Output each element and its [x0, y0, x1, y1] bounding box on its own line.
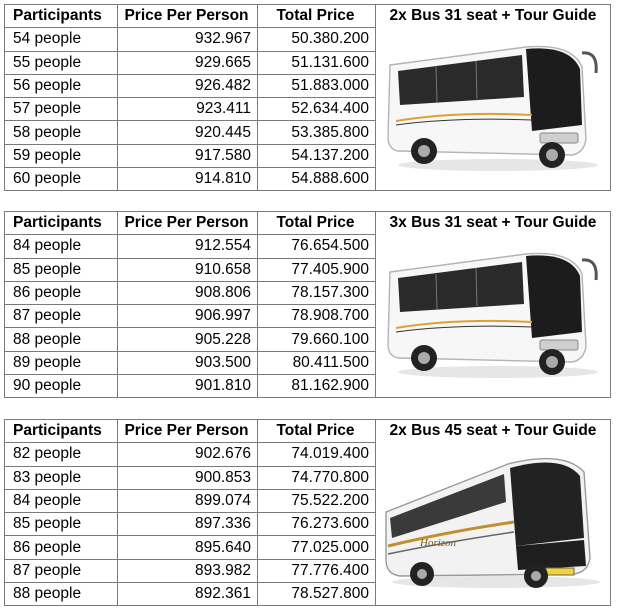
price-per-person-cell: 900.853	[118, 466, 258, 489]
participants-cell: 86 people	[5, 536, 118, 559]
participants-cell: 89 people	[5, 351, 118, 374]
price-per-person-cell: 908.806	[118, 281, 258, 304]
total-price-cell: 77.025.000	[258, 536, 376, 559]
price-per-person-cell: 923.411	[118, 98, 258, 121]
total-price-cell: 77.405.900	[258, 258, 376, 281]
price-per-person-cell: 912.554	[118, 235, 258, 258]
total-price-cell: 54.137.200	[258, 144, 376, 167]
price-per-person-cell: 899.074	[118, 489, 258, 512]
participants-cell: 85 people	[5, 258, 118, 281]
total-price-cell: 74.770.800	[258, 466, 376, 489]
price-table-1	[4, 4, 611, 191]
participants-cell: 86 people	[5, 281, 118, 304]
price-per-person-cell: 902.676	[118, 443, 258, 466]
participants-cell: 58 people	[5, 121, 118, 144]
coach-bus-icon	[376, 442, 610, 592]
participants-cell: 60 people	[5, 168, 118, 191]
header-row	[5, 212, 611, 235]
participants-cell: 87 people	[5, 305, 118, 328]
participants-cell: 85 people	[5, 513, 118, 536]
price-per-person-cell: 903.500	[118, 351, 258, 374]
total-price-header: Total Price	[258, 212, 376, 235]
price-per-person-header: Price Per Person	[118, 420, 258, 443]
package-cell	[376, 420, 611, 606]
price-per-person-header: Price Per Person	[118, 5, 258, 28]
total-price-cell: 75.522.200	[258, 489, 376, 512]
price-per-person-cell: 906.997	[118, 305, 258, 328]
participants-header: Participants	[5, 5, 118, 28]
participants-cell: 82 people	[5, 443, 118, 466]
price-per-person-cell: 895.640	[118, 536, 258, 559]
total-price-cell: 51.131.600	[258, 51, 376, 74]
participants-cell: 55 people	[5, 51, 118, 74]
total-price-cell: 81.162.900	[258, 375, 376, 398]
horizon-logo: Horizon	[420, 537, 457, 549]
total-price-cell: 80.411.500	[258, 351, 376, 374]
package-cell	[376, 5, 611, 191]
package-title: 3x Bus 31 seat + Tour Guide	[389, 214, 597, 231]
package-title: 2x Bus 31 seat + Tour Guide	[389, 7, 597, 24]
participants-cell: 59 people	[5, 144, 118, 167]
total-price-cell: 77.776.400	[258, 559, 376, 582]
price-per-person-cell: 897.336	[118, 513, 258, 536]
price-per-person-header: Price Per Person	[118, 212, 258, 235]
participants-cell: 90 people	[5, 375, 118, 398]
package-title: 2x Bus 45 seat + Tour Guide	[389, 422, 597, 439]
white-bus-icon	[376, 234, 610, 384]
total-price-cell: 54.888.600	[258, 168, 376, 191]
participants-cell: 83 people	[5, 466, 118, 489]
bus-image	[376, 442, 610, 582]
price-per-person-cell: 917.580	[118, 144, 258, 167]
participants-cell: 84 people	[5, 235, 118, 258]
participants-header: Participants	[5, 420, 118, 443]
package-cell	[376, 212, 611, 398]
participants-cell: 88 people	[5, 328, 118, 351]
price-per-person-cell: 901.810	[118, 375, 258, 398]
price-per-person-cell: 892.361	[118, 583, 258, 606]
participants-cell: 56 people	[5, 74, 118, 97]
total-price-cell: 51.883.000	[258, 74, 376, 97]
total-price-cell: 76.654.500	[258, 235, 376, 258]
total-price-cell: 79.660.100	[258, 328, 376, 351]
total-price-header: Total Price	[258, 420, 376, 443]
total-price-cell: 78.527.800	[258, 583, 376, 606]
participants-header: Participants	[5, 212, 118, 235]
price-per-person-cell: 926.482	[118, 74, 258, 97]
bus-image	[376, 27, 610, 167]
bus-image	[376, 234, 610, 374]
participants-cell: 84 people	[5, 489, 118, 512]
price-table-3	[4, 419, 611, 606]
header-row	[5, 420, 611, 443]
total-price-cell: 50.380.200	[258, 28, 376, 51]
price-per-person-cell: 920.445	[118, 121, 258, 144]
total-price-cell: 78.157.300	[258, 281, 376, 304]
participants-cell: 87 people	[5, 559, 118, 582]
participants-cell: 88 people	[5, 583, 118, 606]
total-price-cell: 52.634.400	[258, 98, 376, 121]
price-per-person-cell: 932.967	[118, 28, 258, 51]
price-per-person-cell: 910.658	[118, 258, 258, 281]
price-per-person-cell: 905.228	[118, 328, 258, 351]
total-price-cell: 76.273.600	[258, 513, 376, 536]
price-per-person-cell: 929.665	[118, 51, 258, 74]
price-table-2	[4, 211, 611, 398]
participants-cell: 57 people	[5, 98, 118, 121]
total-price-cell: 53.385.800	[258, 121, 376, 144]
participants-cell: 54 people	[5, 28, 118, 51]
price-per-person-cell: 914.810	[118, 168, 258, 191]
price-per-person-cell: 893.982	[118, 559, 258, 582]
total-price-header: Total Price	[258, 5, 376, 28]
total-price-cell: 78.908.700	[258, 305, 376, 328]
header-row	[5, 5, 611, 28]
total-price-cell: 74.019.400	[258, 443, 376, 466]
white-bus-icon	[376, 27, 610, 177]
